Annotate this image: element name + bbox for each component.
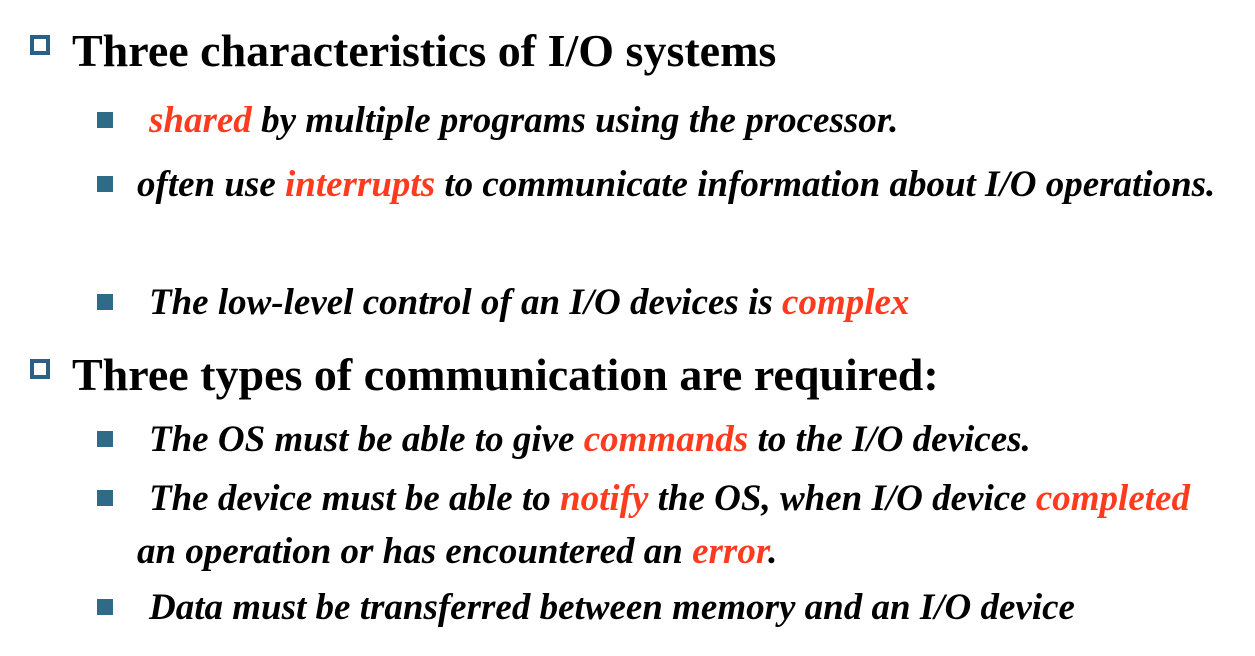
hollow-square-bullet-icon: [30, 35, 50, 55]
filled-square-bullet-icon: [97, 294, 113, 310]
highlight-text: interrupts: [285, 164, 436, 205]
bullet-item: [97, 94, 1237, 147]
bullet-item: [97, 413, 1237, 466]
hollow-square-bullet-icon: [30, 359, 50, 379]
bullet-text: Data must be transferred between memory and an I/O device: [149, 587, 1075, 628]
filled-square-bullet-icon: [97, 599, 113, 615]
bullet-item: [97, 581, 1237, 634]
bullet-item: [97, 158, 1237, 211]
bullet-item: [97, 276, 1237, 329]
bullet-text: The OS must be able to give: [149, 419, 584, 460]
highlight-text: completed: [1035, 478, 1190, 519]
bullet-text: The low-level control of an I/O devices is: [149, 282, 783, 323]
bullet-text: an operation or has encountered an: [137, 531, 693, 572]
filled-square-bullet-icon: [97, 176, 113, 192]
filled-square-bullet-icon: [97, 490, 113, 506]
bullet-text: .: [768, 531, 778, 572]
bullet-text: often use: [137, 164, 285, 205]
section-heading-text: Three types of communication are required:: [72, 349, 939, 400]
highlight-text: notify: [560, 478, 649, 519]
bullet-text: to communicate information about I/O operations.: [435, 164, 1216, 205]
bullet-text: the OS, when I/O device: [648, 478, 1036, 519]
highlight-text: commands: [583, 419, 749, 460]
section-heading-2: [30, 349, 939, 400]
highlight-text: complex: [782, 282, 910, 323]
section-heading-1: [30, 25, 777, 76]
section-heading-text: Three characteristics of I/O systems: [72, 25, 777, 76]
bullet-item: [97, 472, 1237, 578]
highlight-text: error: [692, 531, 769, 572]
bullet-text: by multiple programs using the processor.: [251, 100, 899, 141]
highlight-text: shared: [149, 100, 252, 141]
bullet-text: The device must be able to: [149, 478, 561, 519]
filled-square-bullet-icon: [97, 112, 113, 128]
bullet-text: to the I/O devices.: [748, 419, 1031, 460]
filled-square-bullet-icon: [97, 431, 113, 447]
